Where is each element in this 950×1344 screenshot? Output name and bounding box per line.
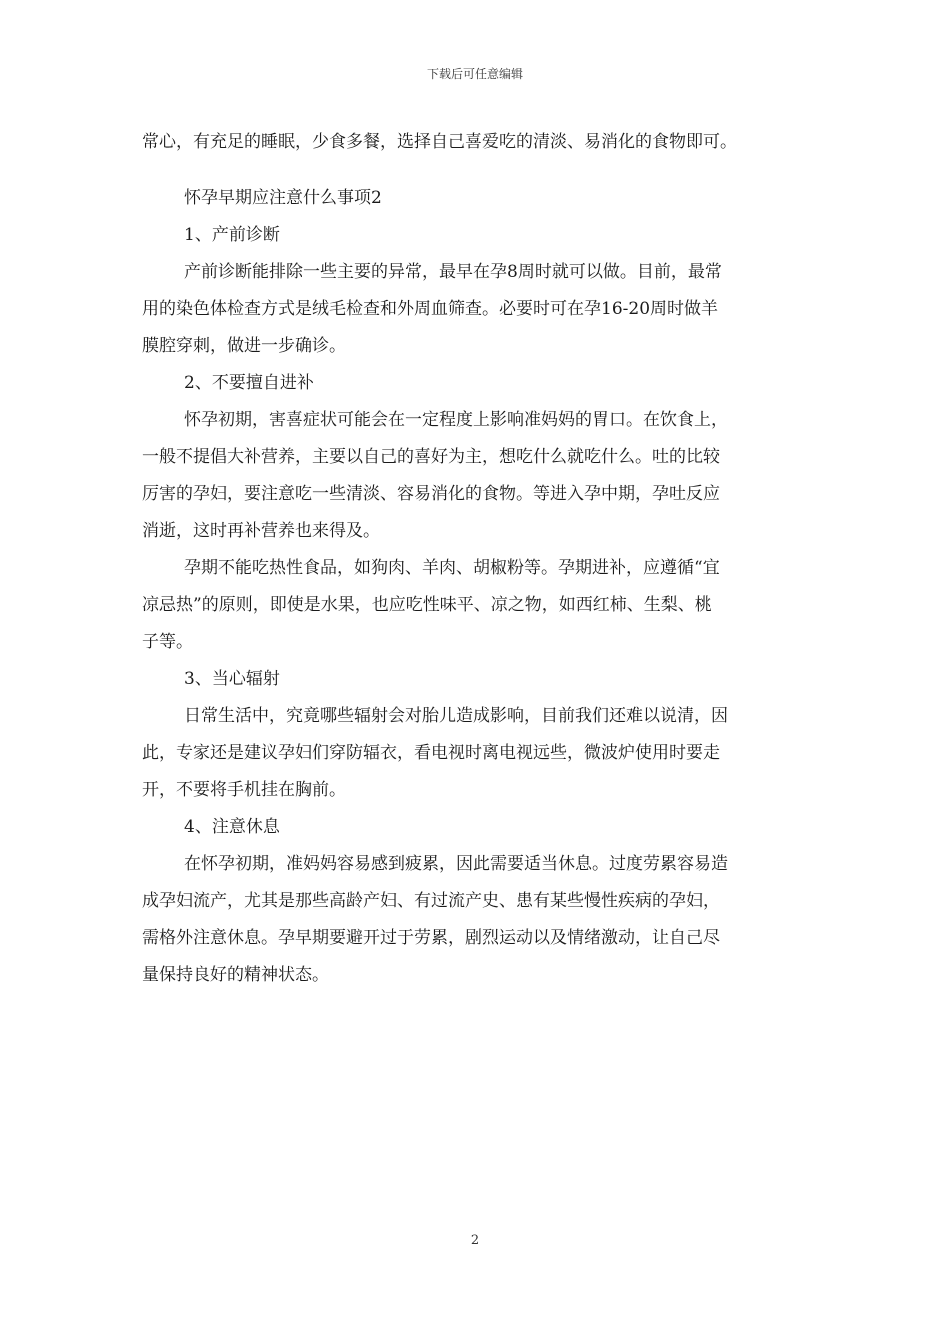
section-title: 怀孕早期应注意什么事项2 [184,188,382,208]
paragraph-line: 消逝，这时再补营养也来得及。 [142,521,380,541]
paragraph-line: 需格外注意休息。孕早期要避开过于劳累，剧烈运动以及情绪激动，让自己尽 [142,928,720,948]
paragraph-line: 凉忌热”的原则，即使是水果，也应吃性味平、凉之物，如西红柿、生梨、桃 [142,595,712,615]
page-number: 2 [470,1233,480,1248]
subheading-prenatal-diagnosis: 1、产前诊断 [184,225,280,245]
paragraph-line: 在怀孕初期，准妈妈容易感到疲累，因此需要适当休息。过度劳累容易造 [184,854,728,874]
document-body [142,124,810,994]
paragraph-line: 子等。 [142,632,193,652]
paragraph-line: 用的染色体检查方式是绒毛检查和外周血筛查。必要时可在孕16-20周时做羊 [142,299,719,319]
body-line: 常心，有充足的睡眠，少食多餐，选择自己喜爱吃的清淡、易消化的食物即可。 [142,132,737,152]
page-header: 下载后可任意编辑 [426,67,523,81]
paragraph-line: 开，不要将手机挂在胸前。 [142,780,346,800]
subheading-radiation: 3、当心辐射 [184,669,280,689]
paragraph-line: 此，专家还是建议孕妇们穿防辐衣，看电视时离电视远些，微波炉使用时要走 [142,743,720,763]
paragraph-line: 成孕妇流产，尤其是那些高龄产妇、有过流产史、患有某些慢性疾病的孕妇， [142,891,720,911]
paragraph-line: 产前诊断能排除一些主要的异常，最早在孕8周时就可以做。目前，最常 [184,262,722,282]
subheading-rest: 4、注意休息 [184,817,280,837]
paragraph-line: 怀孕初期，害喜症状可能会在一定程度上影响准妈妈的胃口。在饮食上， [184,410,728,430]
paragraph-line: 膜腔穿刺，做进一步确诊。 [142,336,346,356]
subheading-no-self-supplement: 2、不要擅自进补 [184,373,314,393]
paragraph-line: 厉害的孕妇，要注意吃一些清淡、容易消化的食物。等进入孕中期，孕吐反应 [142,484,720,504]
paragraph-line: 量保持良好的精神状态。 [142,965,329,985]
paragraph-line: 孕期不能吃热性食品，如狗肉、羊肉、胡椒粉等。孕期进补，应遵循“宜 [184,558,720,578]
paragraph-line: 一般不提倡大补营养，主要以自己的喜好为主，想吃什么就吃什么。吐的比较 [142,447,720,467]
paragraph-line: 日常生活中，究竟哪些辐射会对胎儿造成影响，目前我们还难以说清，因 [184,706,728,726]
